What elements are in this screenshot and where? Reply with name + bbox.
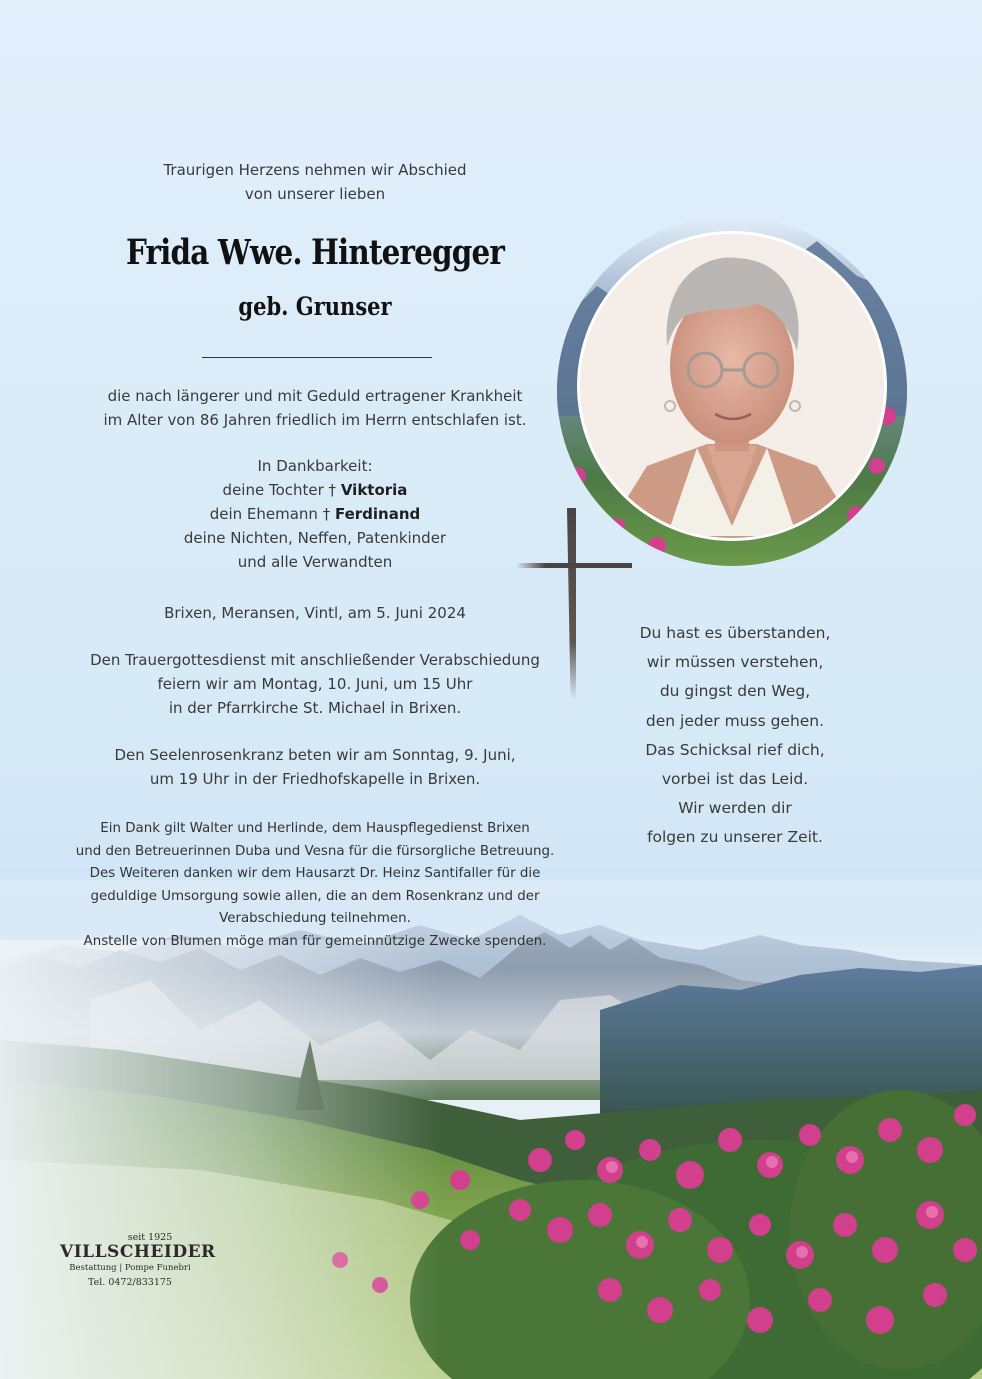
funeral-mass-info: [70, 648, 560, 720]
death-line: die nach längerer und mit Geduld ertragener Krankheit: [107, 387, 523, 405]
poem-line: wir müssen verstehen,: [646, 653, 824, 672]
poem-line: folgen zu unserer Zeit.: [647, 828, 823, 847]
logo-since: seit 1925: [127, 1232, 173, 1243]
poem-line: vorbei ist das Leid.: [661, 770, 809, 789]
poem-line: Wir werden dir: [678, 799, 792, 818]
death-line: im Alter von 86 Jahren friedlich im Herrn entschlafen ist.: [103, 411, 527, 429]
portrait-photo: [557, 216, 907, 566]
thanks-line: Ein Dank gilt Walter und Herlinde, dem Hauspflegedienst Brixen: [100, 821, 530, 836]
intro-line: von unserer lieben: [244, 185, 386, 203]
poem-line: du gingst den Weg,: [659, 682, 811, 701]
rosary-info: [70, 743, 560, 791]
rosary-line: um 19 Uhr in der Friedhofskapelle in Brixen.: [149, 770, 481, 788]
deceased-name: Frida Wwe. Hinteregger: [126, 232, 505, 273]
death-notice: [80, 384, 550, 432]
thanks-line: Verabschiedung teilnehmen.: [219, 911, 411, 926]
intro-line: Traurigen Herzens nehmen wir Abschied: [163, 161, 467, 179]
thanks-line: geduldige Umsorgung sowie allen, die an dem Rosenkranz und der: [90, 888, 540, 904]
divider-line: [202, 357, 432, 358]
funeral-home-logo: [60, 1232, 216, 1288]
logo-brand: VILLSCHEIDER: [60, 1242, 216, 1262]
place-date: Brixen, Meransen, Vintl, am 5. Juni 2024: [164, 604, 466, 622]
poem: [610, 619, 860, 853]
poem-line: Das Schicksal rief dich,: [645, 740, 825, 759]
family-daughter: [120, 478, 510, 502]
thanks-line: und den Betreuerinnen Duba und Vesna für die fürsorgliche Betreuung.: [75, 843, 555, 859]
thanks-text: [60, 818, 570, 953]
thanks-line: Des Weiteren danken wir dem Hausarzt Dr. Heinz Santifaller für die: [89, 866, 541, 881]
logo-subtitle: Bestattung | Pompe Funebri: [69, 1263, 191, 1273]
family-others: und alle Verwandten: [237, 553, 393, 571]
daughter-name: Viktoria: [340, 481, 408, 499]
rosary-line: Den Seelenrosenkranz beten wir am Sonntag, 9. Juni,: [114, 746, 516, 764]
poem-line: den jeder muss gehen.: [645, 711, 825, 730]
birth-name: geb. Grunser: [238, 292, 392, 321]
husband-name: Ferdinand: [334, 505, 421, 523]
thanks-line: Anstelle von Blumen möge man für gemeinnützige Zwecke spenden.: [83, 933, 547, 949]
family-husband: [120, 502, 510, 526]
family-relatives: deine Nichten, Neffen, Patenkinder: [183, 529, 447, 547]
logo-phone: Tel. 0472/833175: [88, 1277, 172, 1288]
family-list: [120, 454, 510, 574]
mass-line: feiern wir am Montag, 10. Juni, um 15 Uhr: [157, 675, 473, 693]
husband-prefix: dein Ehemann †: [209, 505, 335, 523]
daughter-prefix: deine Tochter †: [222, 481, 341, 499]
mass-line: in der Pfarrkirche St. Michael in Brixen.: [168, 699, 462, 717]
family-heading: In Dankbarkeit:: [257, 457, 373, 475]
mass-line: Den Trauergottesdienst mit anschließender Verabschiedung: [90, 651, 540, 669]
poem-line: Du hast es überstanden,: [639, 624, 831, 642]
intro-text: [100, 158, 530, 206]
